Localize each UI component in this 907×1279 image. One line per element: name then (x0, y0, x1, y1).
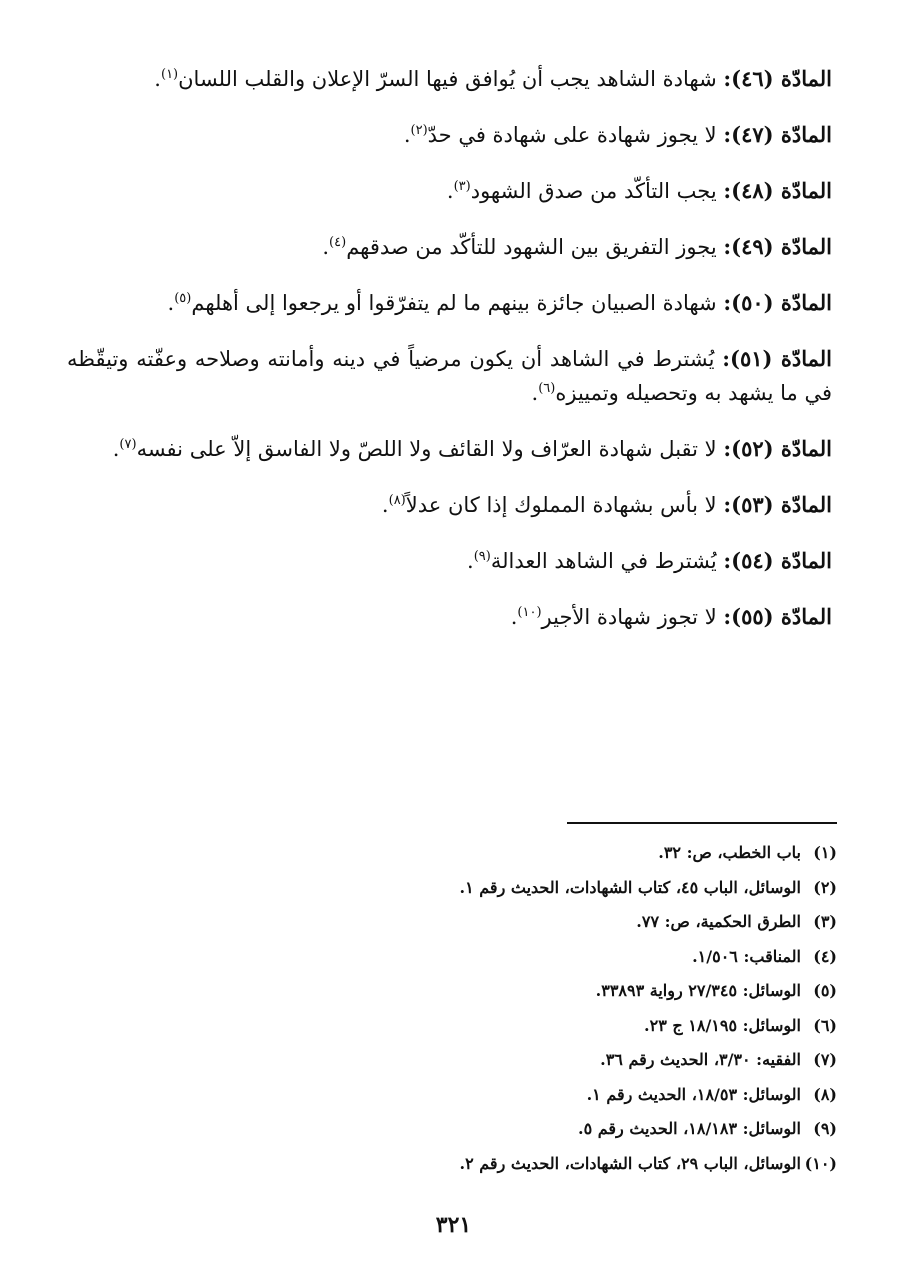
article-end: . (322, 235, 330, 259)
footnote-ref[interactable]: (٢) (410, 123, 428, 138)
footnote-ref[interactable]: (١) (160, 67, 179, 82)
footnote-number: (١٠) (804, 1153, 837, 1173)
article-end: . (531, 381, 539, 405)
footnote-item (277, 836, 837, 871)
article-text: لا يجوز شهادة على شهادة في حدّ (427, 123, 717, 147)
article-heading: المادّة (٤٨): (723, 178, 832, 203)
footnote-number: (٣) (813, 912, 837, 931)
article-heading: المادّة (٥٤): (723, 548, 832, 573)
footnote-text: الطرق الحكمية، ص: ٧٧. (636, 912, 801, 931)
article-heading: المادّة (٤٩): (723, 234, 832, 259)
article-50 (67, 286, 832, 320)
footnote-text: الوسائل: ١٨/١٨٣، الحديث رقم ٥. (577, 1119, 801, 1138)
article-text: شهادة الشاهد يجب أن يُوافق فيها السرّ الإعلان والقلب اللسان (178, 67, 717, 91)
footnote-ref[interactable]: (٦) (538, 381, 556, 396)
article-text: لا تجوز شهادة الأجير (541, 605, 717, 629)
article-text: يُشترط في الشاهد العدالة (490, 549, 717, 573)
footnote-item (277, 1043, 837, 1078)
article-heading: المادّة (٤٧): (723, 122, 832, 147)
footnote-item (277, 940, 837, 975)
article-heading: المادّة (٤٦): (723, 66, 832, 91)
article-heading: المادّة (٥١): (722, 346, 832, 371)
footnote-item (277, 1078, 837, 1113)
article-51 (67, 342, 832, 410)
article-heading: المادّة (٥٢): (723, 436, 832, 461)
page-number: ٣٢١ (435, 1212, 472, 1238)
footnote-list (277, 836, 837, 1181)
article-text: يجوز التفريق بين الشهود للتأكّد من صدقهم (346, 235, 717, 259)
article-end: . (112, 437, 120, 461)
footnote-text: الوسائل: ٢٧/٣٤٥ رواية ٣٣٨٩٣. (595, 981, 801, 1000)
article-text: لا تقبل شهادة العرّاف ولا القائف ولا اللصّ ولا الفاسق إلاّ على نفسه (136, 437, 717, 461)
footnote-number: (٨) (813, 1084, 837, 1104)
footnote-number: (٩) (813, 1119, 837, 1138)
footnote-text: الوسائل، الباب ٤٥، كتاب الشهادات، الحديث رقم ١. (459, 877, 801, 897)
footnote-text: باب الخطب، ص: ٣٢. (658, 843, 801, 862)
footnote-text: الوسائل: ١٨/١٩٥ ج ٢٣. (644, 1015, 801, 1035)
footnote-ref[interactable]: (٤) (329, 235, 347, 250)
article-end: . (381, 493, 389, 517)
footnote-item (277, 905, 837, 940)
footnote-ref[interactable]: (٥) (174, 291, 192, 306)
footnote-text: الوسائل، الباب ٢٩، كتاب الشهادات، الحديث رقم ٢. (459, 1153, 801, 1173)
article-47 (67, 118, 832, 152)
article-end: . (403, 123, 411, 147)
footnote-item (277, 1112, 837, 1147)
footnote-number: (٥) (813, 981, 837, 1000)
footnote-ref[interactable]: (٨) (388, 493, 406, 508)
article-53 (67, 488, 832, 522)
article-text: يُشترط في الشاهد أن يكون مرضياً في دينه وأمانته وصلاحه وعفّته وتيقّظه في ما يشهد به وتحصيله وتمييزه (67, 347, 832, 405)
article-end: . (154, 67, 161, 91)
article-end: . (510, 605, 518, 629)
article-heading: المادّة (٥٣): (723, 492, 832, 517)
article-46 (67, 62, 832, 96)
footnote-item (277, 871, 837, 906)
footnote-number: (٦) (813, 1015, 837, 1035)
footnote-number: (١) (813, 843, 837, 862)
article-55 (67, 600, 832, 634)
article-end: . (446, 179, 454, 203)
footnote-ref[interactable]: (١٠) (517, 605, 542, 620)
article-heading: المادّة (٥٠): (723, 290, 832, 315)
footnote-item (277, 1147, 837, 1182)
article-end: . (167, 291, 175, 315)
footnote-number: (٢) (813, 877, 837, 897)
footnote-ref[interactable]: (٣) (453, 179, 471, 194)
article-text: لا بأس بشهادة المملوك إذا كان عدلاً (405, 493, 717, 517)
article-49 (67, 230, 832, 264)
footnote-text: الوسائل: ١٨/٥٣، الحديث رقم ١. (586, 1084, 801, 1104)
footnote-ref[interactable]: (٩) (473, 549, 491, 564)
article-54 (67, 544, 832, 578)
footnote-number: (٧) (813, 1050, 837, 1069)
footnote-item (277, 974, 837, 1009)
footnote-ref[interactable]: (٧) (119, 437, 137, 452)
footnote-item (277, 1009, 837, 1044)
article-48 (67, 174, 832, 208)
article-text: يجب التأكّد من صدق الشهود (470, 179, 717, 203)
article-heading: المادّة (٥٥): (723, 604, 832, 629)
footnote-number: (٤) (813, 946, 837, 966)
footnote-text: المناقب: ١/٥٠٦. (692, 946, 801, 966)
footnote-divider (567, 822, 837, 824)
article-52 (67, 432, 832, 466)
article-end: . (467, 549, 474, 573)
footnote-text: الفقيه: ٣/٣٠، الحديث رقم ٣٦. (600, 1050, 801, 1069)
article-text: شهادة الصبيان جائزة بينهم ما لم يتفرّقوا أو يرجعوا إلى أهلهم (191, 291, 717, 315)
articles-section (67, 62, 832, 656)
